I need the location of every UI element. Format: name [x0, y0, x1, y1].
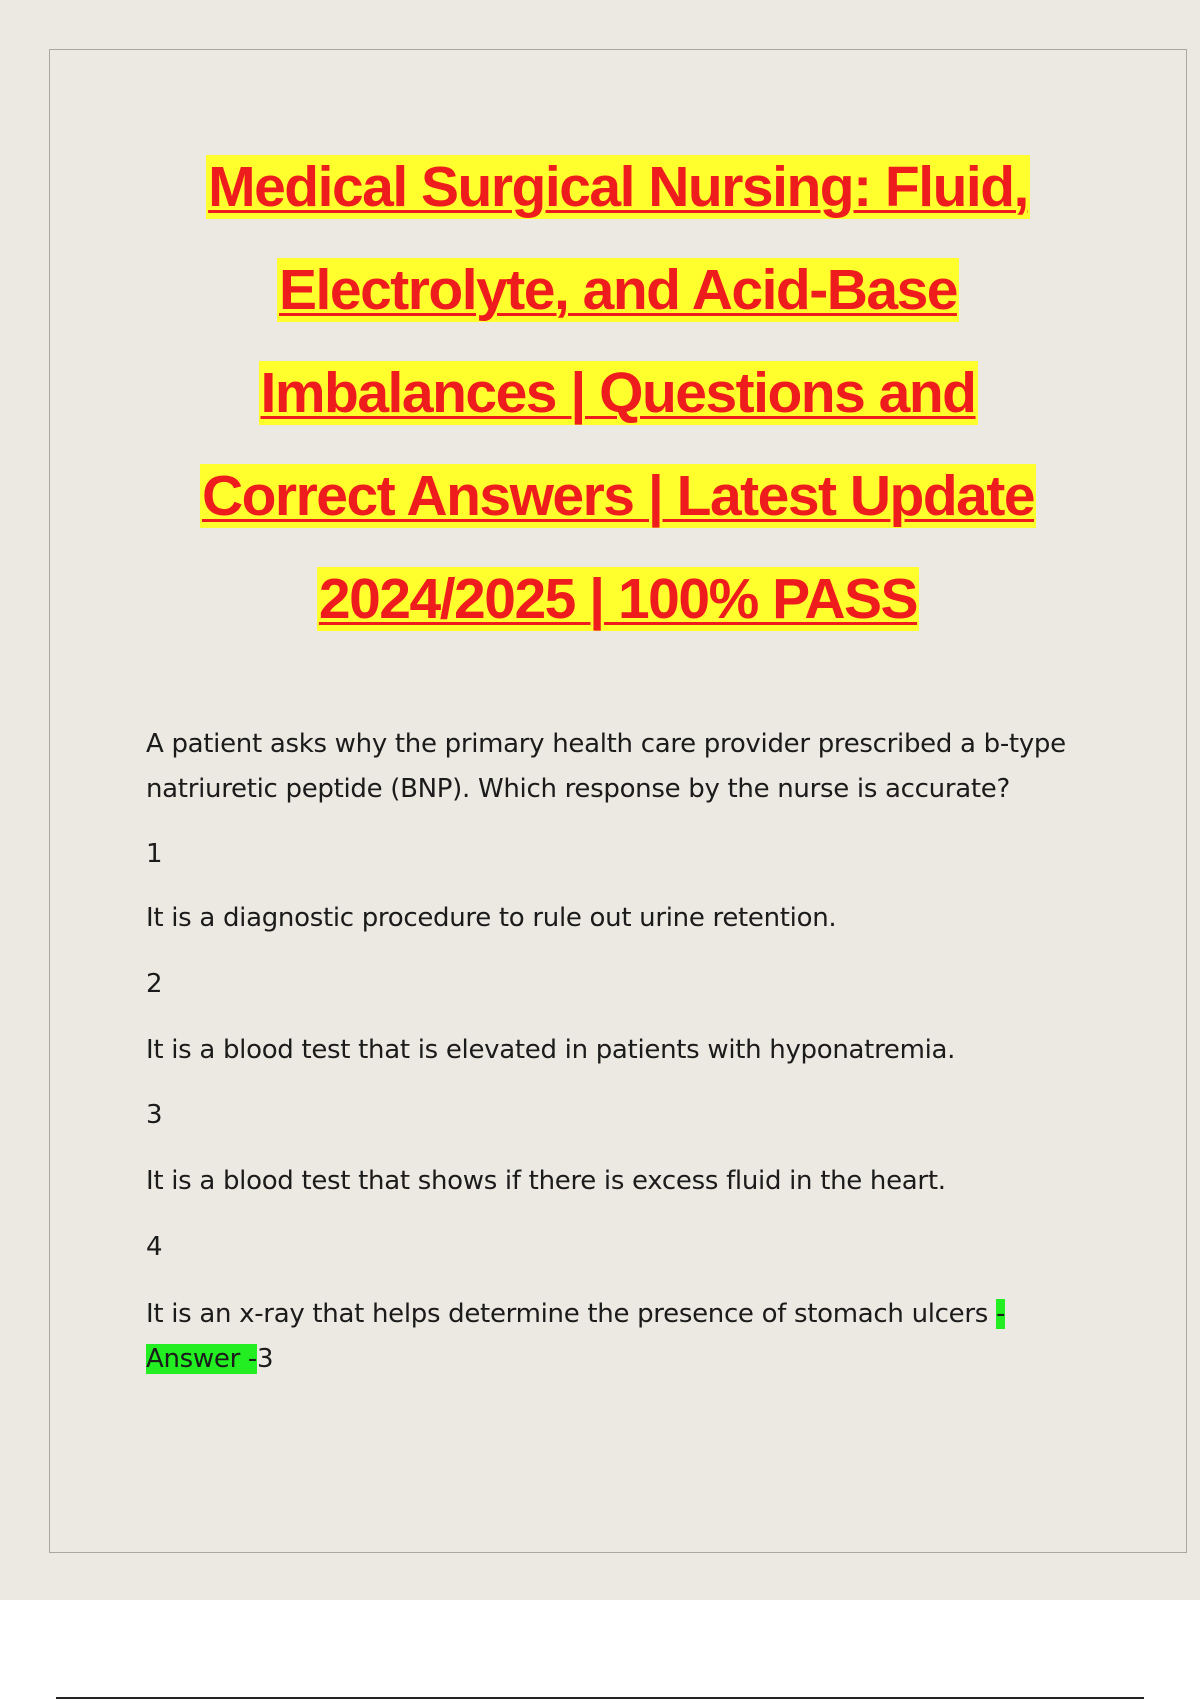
bottom-divider	[56, 1697, 1144, 1699]
option-text-with-answer	[146, 1292, 1106, 1382]
title-line: 2024/2025 | 100% PASS	[318, 567, 918, 631]
option-number: 4	[146, 1232, 163, 1262]
option-text: It is a blood test that is elevated in patients with hyponatremia.	[146, 1035, 956, 1065]
option-text: It is a diagnostic procedure to rule out urine retention.	[146, 903, 837, 933]
option-text: It is a blood test that shows if there is excess fluid in the heart.	[146, 1166, 946, 1196]
answer-label: - Answer -	[146, 1299, 1006, 1374]
title-line: Correct Answers | Latest Update	[201, 464, 1035, 528]
option-number: 3	[146, 1100, 163, 1130]
title-line: Medical Surgical Nursing: Fluid,	[208, 155, 1028, 219]
title-line: Imbalances | Questions and	[260, 361, 976, 425]
question-text: A patient asks why the primary health care provider prescribed a b-type natriuretic peptide (BNP). Which response by the nurse is accurate?	[146, 729, 1066, 804]
option-text: It is an x-ray that helps determine the presence of stomach ulcers	[146, 1299, 996, 1329]
document-title	[100, 136, 1136, 651]
answer-value: 3	[257, 1344, 274, 1374]
option-number: 2	[146, 969, 163, 999]
title-line: Electrolyte, and Acid-Base	[279, 258, 957, 322]
option-number: 1	[146, 839, 163, 869]
